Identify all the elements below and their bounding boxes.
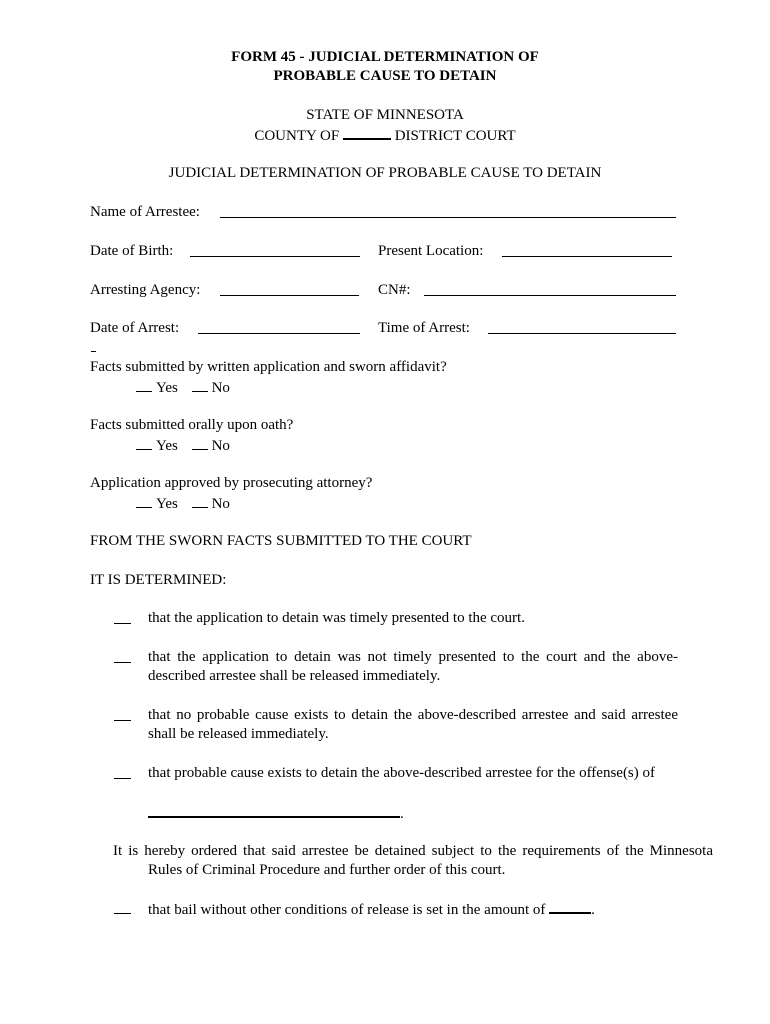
determination-checkbox-probable-cause[interactable] — [114, 764, 131, 779]
determination-checkbox-not-timely[interactable] — [114, 648, 131, 663]
no-checkbox[interactable] — [192, 493, 208, 508]
subtitle: JUDICIAL DETERMINATION OF PROBABLE CAUSE TO DETAIN — [168, 165, 602, 181]
county-heading — [0, 125, 770, 146]
county-blank[interactable] — [343, 125, 391, 140]
state-heading: STATE OF MINNESOTA — [306, 107, 464, 123]
cn-label: CN#: — [378, 282, 411, 298]
form-title-line2: PROBABLE CAUSE TO DETAIN — [273, 68, 497, 84]
bail-checkbox[interactable] — [114, 899, 131, 914]
yes-checkbox[interactable] — [136, 435, 152, 450]
answer-row-written — [136, 377, 230, 398]
time-of-arrest-field[interactable] — [488, 319, 676, 334]
date-of-birth-field[interactable] — [190, 242, 360, 257]
no-label: No — [211, 496, 230, 512]
determination-checkbox-timely[interactable] — [114, 609, 131, 624]
yes-label: Yes — [156, 380, 178, 396]
from-sworn-facts: FROM THE SWORN FACTS SUBMITTED TO THE COURT — [90, 533, 472, 549]
name-of-arrestee-label: Name of Arrestee: — [90, 204, 200, 220]
bail-text: that bail without other conditions of release is set in the amount of — [148, 902, 546, 918]
question-written-affidavit: Facts submitted by written application and sworn affidavit? — [90, 359, 447, 375]
county-prefix: COUNTY OF — [254, 128, 340, 144]
date-of-arrest-field[interactable] — [198, 319, 360, 334]
bail-end: . — [591, 902, 595, 918]
name-of-arrestee-field[interactable] — [220, 203, 676, 218]
yes-label: Yes — [156, 496, 178, 512]
question-oral-oath: Facts submitted orally upon oath? — [90, 417, 294, 433]
order-paragraph — [113, 842, 713, 880]
offense-end: . — [400, 806, 404, 822]
no-checkbox[interactable] — [192, 435, 208, 450]
present-location-label: Present Location: — [378, 243, 484, 259]
no-label: No — [211, 438, 230, 454]
yes-label: Yes — [156, 438, 178, 454]
form-title-line1: FORM 45 - JUDICIAL DETERMINATION OF — [231, 49, 539, 65]
yes-checkbox[interactable] — [136, 493, 152, 508]
it-is-determined: IT IS DETERMINED: — [90, 572, 227, 588]
determination-not-timely: that the application to detain was not timely presented to the court and the above-described arrestee shall be released immediately. — [148, 649, 678, 684]
bail-line — [148, 899, 595, 920]
stray-mark — [91, 351, 96, 352]
determination-checkbox-no-probable-cause[interactable] — [114, 706, 131, 721]
determination-timely: that the application to detain was timely presented to the court. — [148, 610, 525, 626]
time-of-arrest-label: Time of Arrest: — [378, 320, 470, 336]
present-location-field[interactable] — [502, 242, 672, 257]
offense-line — [148, 803, 404, 824]
determination-probable-cause: that probable cause exists to detain the above-described arrestee for the offense(s) of — [148, 765, 656, 781]
yes-checkbox[interactable] — [136, 377, 152, 392]
bail-amount-field[interactable] — [549, 899, 591, 914]
arresting-agency-label: Arresting Agency: — [90, 282, 201, 298]
no-checkbox[interactable] — [192, 377, 208, 392]
answer-row-oral — [136, 435, 230, 456]
date-of-arrest-label: Date of Arrest: — [90, 320, 180, 336]
arresting-agency-field[interactable] — [220, 281, 359, 296]
offense-field[interactable] — [148, 803, 400, 818]
order-text: It is hereby ordered that said arrestee be detained subject to the requirements of the Minnesota Rules of Criminal Procedure and further order of this court. — [113, 843, 713, 878]
county-suffix: DISTRICT COURT — [394, 128, 516, 144]
cn-field[interactable] — [424, 281, 676, 296]
answer-row-prosecutor — [136, 493, 230, 514]
determination-no-probable-cause: that no probable cause exists to detain the above-described arrestee and said arrestee shall be released immediately. — [148, 707, 678, 742]
question-prosecutor-approval: Application approved by prosecuting attorney? — [90, 475, 373, 491]
date-of-birth-label: Date of Birth: — [90, 243, 174, 259]
no-label: No — [211, 380, 230, 396]
